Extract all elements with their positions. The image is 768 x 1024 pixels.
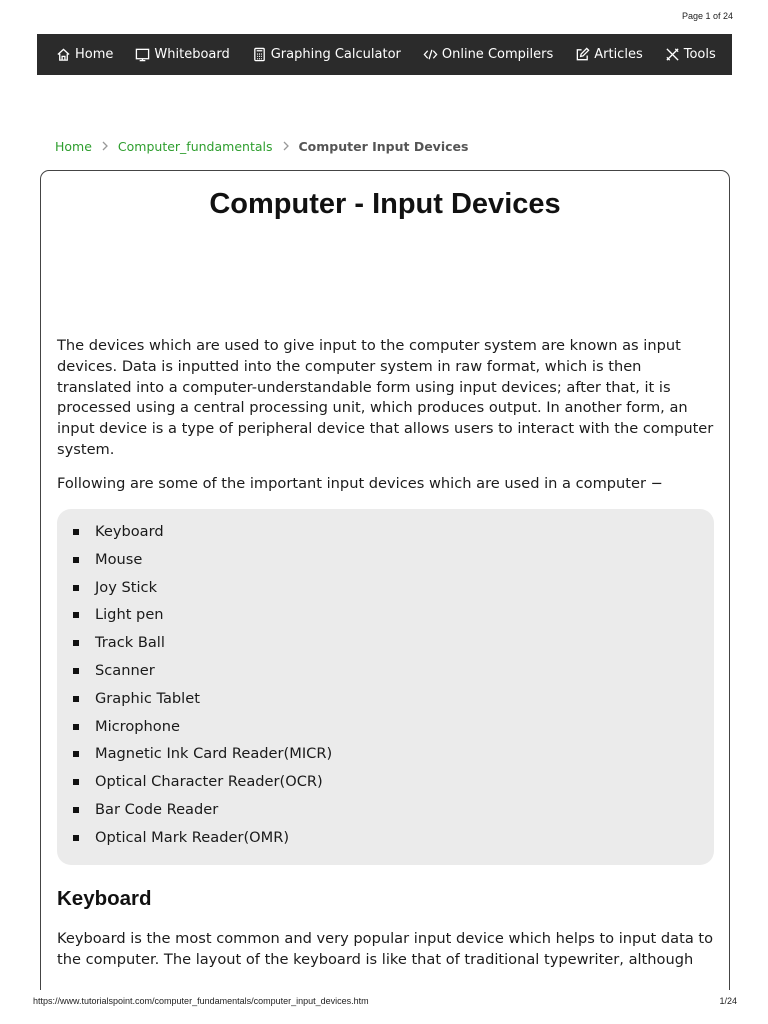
- breadcrumb-current: Computer Input Devices: [298, 139, 469, 154]
- whiteboard-icon: [135, 47, 150, 62]
- nav-graphing-calculator-label: Graphing Calculator: [270, 47, 401, 62]
- list-item-label: Optical Mark Reader(OMR): [95, 828, 290, 846]
- bullet-icon: [73, 585, 79, 591]
- nav-online-compilers[interactable]: [423, 47, 553, 62]
- bullet-icon: [73, 668, 79, 674]
- nav-tools-label: Tools: [683, 47, 716, 62]
- breadcrumb-section-link[interactable]: Computer_fundamentals: [117, 139, 273, 154]
- list-item: [95, 689, 714, 717]
- intro-paragraph: The devices which are used to give input to the computer system are known as input devices. Data is inputted into the computer system in raw format, which is then translated into a computer-understandable form using input devices; after that, it is processed using a central processing unit, which produces output. In another form, an input device is a type of peripheral device that allows users to interact with the computer system.: [57, 337, 714, 458]
- bullet-icon: [73, 807, 79, 813]
- page-title: Computer - Input Devices: [209, 188, 561, 220]
- list-item: [95, 633, 714, 661]
- bullet-icon: [73, 835, 79, 841]
- list-item-label: Microphone: [95, 717, 180, 735]
- list-item: [95, 578, 714, 606]
- list-item-label: Magnetic Ink Card Reader(MICR): [95, 745, 333, 763]
- list-item-label: Light pen: [95, 606, 164, 624]
- nav-home-label: Home: [75, 47, 114, 62]
- bullet-icon: [73, 779, 79, 785]
- list-item: [95, 661, 714, 689]
- list-item-label: Joy Stick: [95, 578, 158, 596]
- list-item: [95, 772, 714, 800]
- keyboard-heading: Keyboard: [57, 887, 152, 910]
- print-footer-page: 1/24: [719, 996, 737, 1006]
- nav-online-compilers-label: Online Compilers: [441, 47, 554, 62]
- calculator-icon: [252, 47, 267, 62]
- article-card: [40, 170, 730, 1024]
- chevron-right-icon: [282, 140, 290, 154]
- list-item: [95, 828, 714, 856]
- bullet-icon: [73, 751, 79, 757]
- bullet-icon: [73, 724, 79, 730]
- nav-whiteboard[interactable]: [135, 47, 229, 62]
- list-item-label: Graphic Tablet: [95, 689, 200, 707]
- list-item: [95, 800, 714, 828]
- list-item: [95, 522, 714, 550]
- list-item: [95, 605, 714, 633]
- following-paragraph: Following are some of the important input devices which are used in a computer −: [57, 475, 663, 492]
- print-footer-url: https://www.tutorialspoint.com/computer_fundamentals/computer_input_devices.htm: [33, 996, 369, 1006]
- edit-icon: [575, 47, 590, 62]
- list-item-label: Optical Character Reader(OCR): [95, 773, 323, 791]
- nav-articles[interactable]: [575, 47, 642, 62]
- input-devices-list: [57, 509, 714, 865]
- top-navbar: [37, 34, 732, 75]
- code-icon: [423, 47, 438, 62]
- bullet-icon: [73, 557, 79, 563]
- list-item-label: Track Ball: [95, 634, 165, 652]
- list-item-label: Keyboard: [95, 523, 164, 540]
- print-page-label: Page 1 of 24: [681, 11, 733, 21]
- nav-home[interactable]: [56, 47, 113, 62]
- bullet-icon: [73, 696, 79, 702]
- bullet-icon: [73, 612, 79, 618]
- chevron-right-icon: [101, 140, 109, 154]
- keyboard-paragraph: Keyboard is the most common and very popular input device which helps to input data to the computer. The layout of the keyboard is like that of traditional typewriter, although: [57, 930, 714, 968]
- nav-articles-label: Articles: [594, 47, 643, 62]
- home-icon: [56, 47, 71, 62]
- list-item: [95, 744, 714, 772]
- list-item-label: Bar Code Reader: [95, 800, 219, 818]
- breadcrumb-home-link[interactable]: Home: [55, 139, 92, 154]
- breadcrumb: [55, 139, 468, 154]
- nav-tools[interactable]: [665, 47, 716, 62]
- bullet-icon: [73, 640, 79, 646]
- list-item-label: Scanner: [95, 661, 155, 679]
- tools-icon: [665, 47, 680, 62]
- nav-whiteboard-label: Whiteboard: [154, 47, 230, 62]
- list-item: [95, 550, 714, 578]
- list-item-label: Mouse: [95, 550, 143, 568]
- list-item: [95, 717, 714, 745]
- nav-graphing-calculator[interactable]: [252, 47, 401, 62]
- bullet-icon: [73, 529, 79, 535]
